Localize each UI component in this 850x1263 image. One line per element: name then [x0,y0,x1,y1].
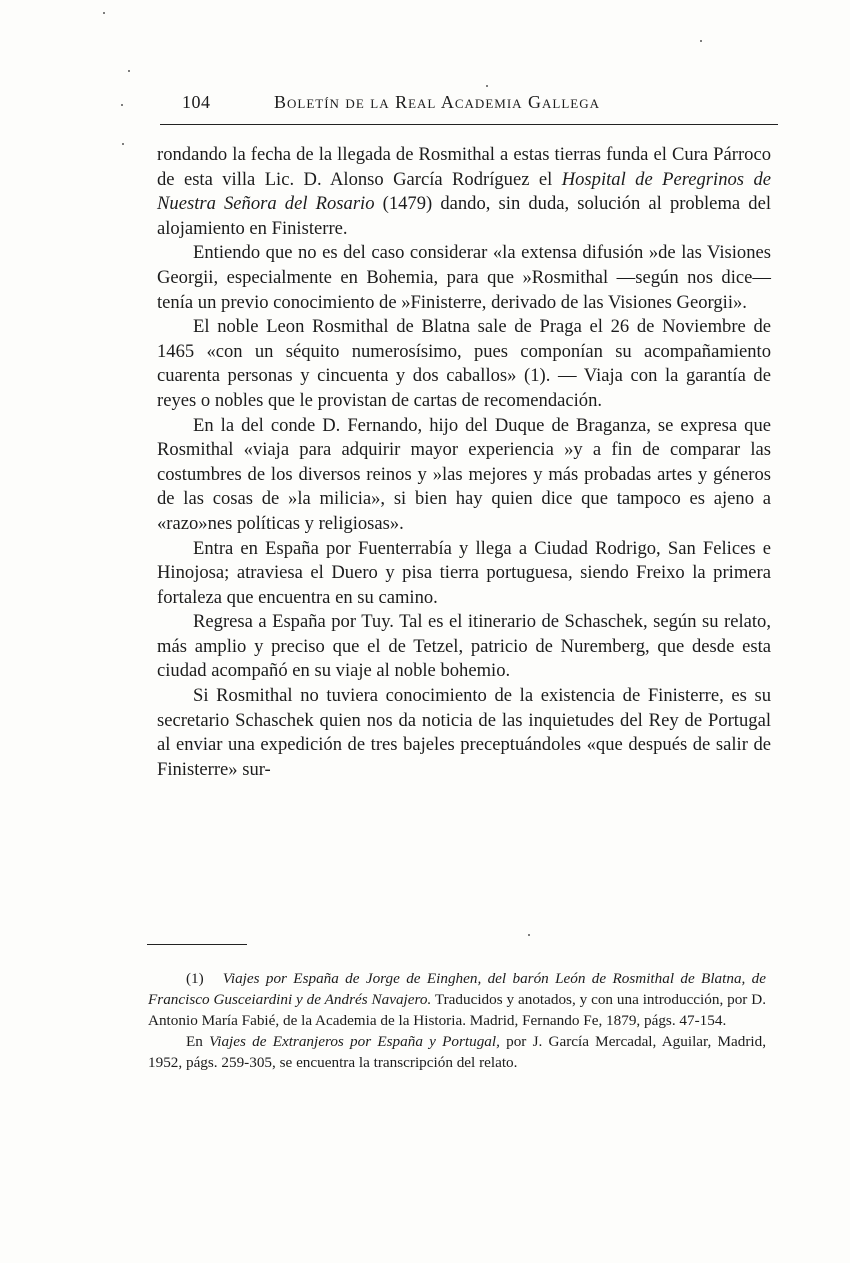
paragraph-7: Si Rosmithal no tuviera conocimiento de la existencia de Finisterre, es su secretario Schaschek quien nos da noticia de las inquietudes del Rey de Portugal al enviar una expedición de tres bajeles preceptuándoles «que después de salir de Finisterre» sur- [157,685,771,780]
page-number: 104 [182,92,211,112]
footnotes [148,968,766,1073]
scan-speck [486,85,488,87]
footnote-1: (1) Viajes por España de Jorge de Einghen, del barón León de Rosmithal de Blatna, de Francisco Gusceiardini y de Andrés Navajero. Traducidos y anotados, y con una introducción, por D. Antonio María Fabié, de la Academia de la Historia. Madrid, Fernando Fe, 1879, págs. 47-154. [148,970,766,1029]
paragraph-1: rondando la fecha de la llegada de Rosmithal a estas tierras funda el Cura Párroco de esta villa Lic. D. Alonso García Rodríguez el Hospital de Peregrinos de Nuestra Señora del Rosario (1479) dando, sin duda, solución al problema del alojamiento en Finisterre. [157,144,771,239]
paragraph-6: Regresa a España por Tuy. Tal es el itinerario de Schaschek, según su relato, más amplio y preciso que el de Tetzel, patricio de Nuremberg, que desde esta ciudad acompañó en su viaje al noble bohemio. [157,611,771,682]
scan-speck [528,934,530,936]
footnote-1-title: Viajes por España de Jorge de Einghen, del barón León de Rosmithal de Blatna, de Francisco Gusceiardini y de Andrés Navajero. [148,970,766,1008]
page-header [162,88,778,118]
scan-speck [128,70,130,72]
main-text [157,143,771,782]
footnote-2: En Viajes de Extranjeros por España y Portugal, por J. García Mercadal, Aguilar, Madrid, 1952, págs. 259-305, se encuentra la transcripción del relato. [148,1033,767,1071]
header-rule [160,124,778,125]
footnote-rule [147,944,247,945]
paragraph-4: En la del conde D. Fernando, hijo del Duque de Braganza, se expresa que Rosmithal «viaja para adquirir mayor experiencia »y a fin de comparar las costumbres de los diversos reinos y »las mejores y más probadas artes y géneros de las cosas de »la milicia», si bien hay quien dice que tampoco es ajeno a «razo»nes políticas y religiosas». [157,414,771,534]
paragraph-2: Entiendo que no es del caso considerar «la extensa difusión »de las Visiones Georgii, especialmente en Bohemia, para que »Rosmithal —según nos dice— tenía un previo conocimiento de »Finisterre, derivado de las Visiones Georgii». [157,242,771,313]
paragraph-3: El noble Leon Rosmithal de Blatna sale de Praga el 26 de Noviembre de 1465 «con un séquito numerosísimo, pues componían su acompañamiento cuarenta personas y cincuenta y dos caballos» (1). — Viaja con la garantía de reyes o nobles que le provistan de cartas de recomendación. [157,316,771,411]
paragraph-5: Entra en España por Fuenterrabía y llega a Ciudad Rodrigo, San Felices e Hinojosa; atraviesa el Duero y pisa tierra portuguesa, siendo Freixo la primera fortaleza que encuentra en su camino. [157,537,771,608]
scan-speck [103,12,105,14]
hospital-title: Hospital de Peregrinos de Nuestra Señora del Rosario [157,168,771,215]
scan-speck [700,40,702,42]
footnote-marker: (1) [186,970,204,987]
scan-speck [121,104,123,106]
footnote-2-title: Viajes de Extranjeros por España y Portugal, [209,1033,500,1050]
running-head: Boletín de la Real Academia Gallega [274,92,601,112]
scan-speck [122,143,124,145]
